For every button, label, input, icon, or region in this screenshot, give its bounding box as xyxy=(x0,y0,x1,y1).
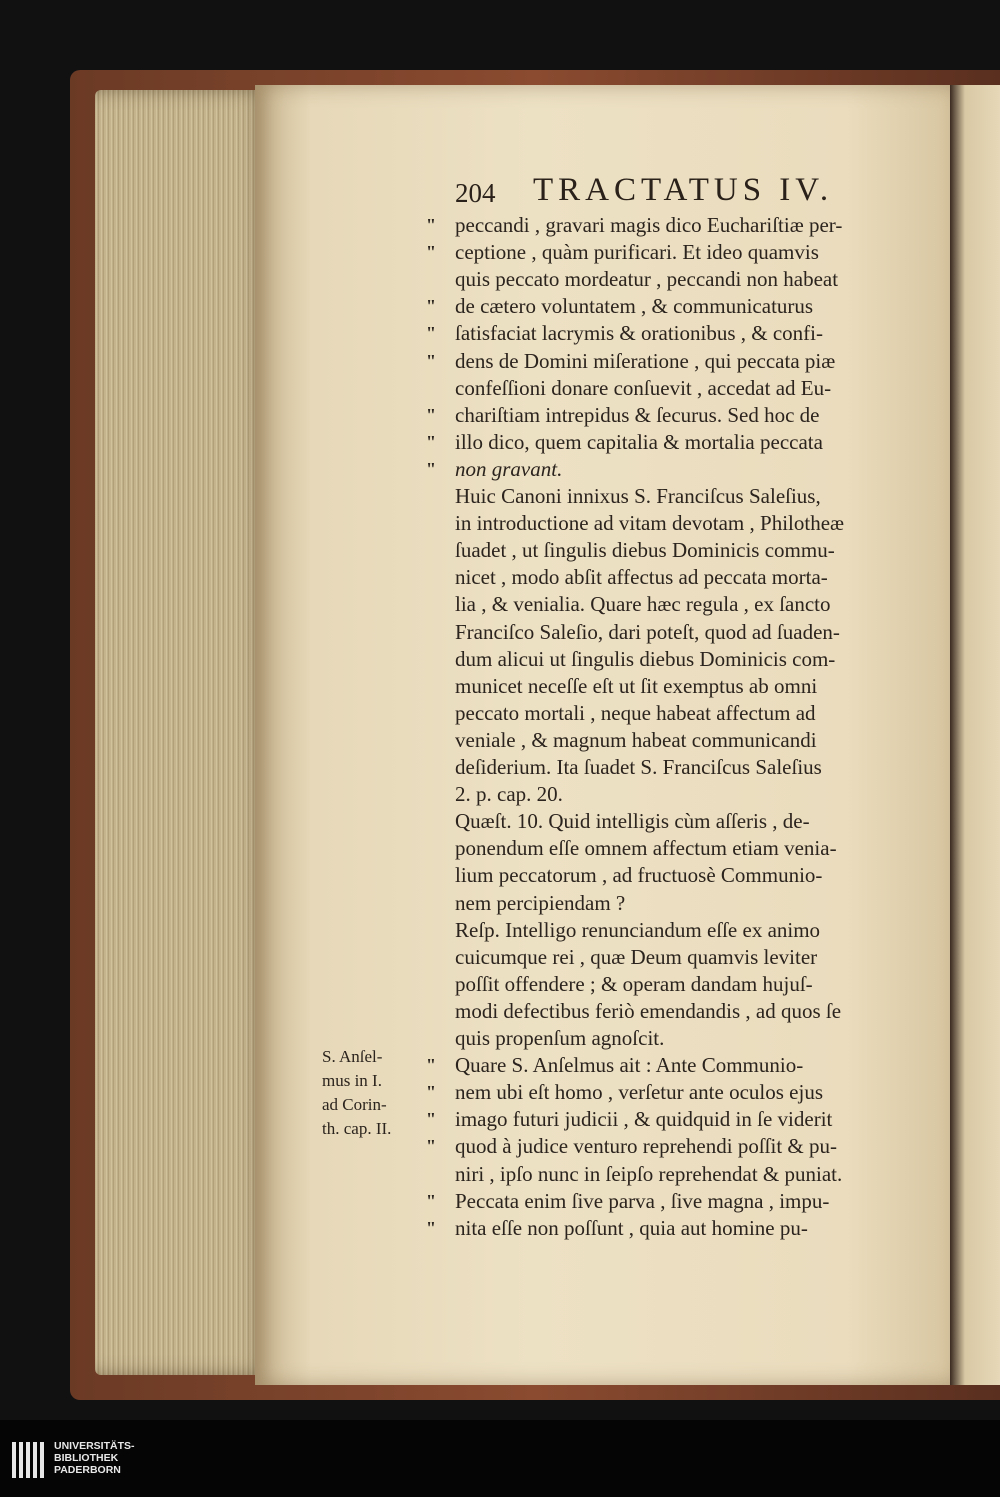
quotation-mark: " xyxy=(426,1055,436,1075)
text-line: chariſtiam intrepidus & ſecurus. Sed hoc de xyxy=(455,403,820,427)
quotation-mark: " xyxy=(426,1191,436,1211)
text-line: lium peccatorum , ad fructuosè Communio- xyxy=(455,863,823,887)
text-line: non gravant. xyxy=(455,457,563,481)
quotation-mark: " xyxy=(426,1082,436,1102)
quotation-mark: " xyxy=(426,432,436,452)
library-line-3: PADERBORN xyxy=(54,1464,121,1476)
text-line: poſſit offendere ; & operam dandam hujuſ- xyxy=(455,972,813,996)
library-line-2: BIBLIOTHEK xyxy=(54,1452,119,1464)
text-line: dum alicui ut ſingulis diebus Dominicis com- xyxy=(455,647,836,671)
footer-bar xyxy=(0,1420,1000,1497)
library-line-1: UNIVERSITÄTS- xyxy=(54,1440,135,1452)
text-line: ſatisfaciat lacrymis & orationibus , & confi- xyxy=(455,321,823,345)
facing-page-edge xyxy=(950,85,1000,1385)
text-line: nicet , modo abſit affectus ad peccata morta- xyxy=(455,565,828,589)
text-line: veniale , & magnum habeat communicandi xyxy=(455,728,817,752)
text-line: lia , & venialia. Quare hæc regula , ex ſancto xyxy=(455,592,831,616)
text-line: illo dico, quem capitalia & mortalia peccata xyxy=(455,430,823,454)
quotation-mark: " xyxy=(426,1218,436,1238)
text-line: nem percipiendam ? xyxy=(455,891,626,915)
running-title: TRACTATUS IV. xyxy=(533,172,834,208)
text-line: quod à judice venturo reprehendi poſſit & pu- xyxy=(455,1134,837,1158)
margin-note-line: th. cap. II. xyxy=(322,1119,392,1138)
quotation-mark: " xyxy=(426,1109,436,1129)
text-line: modi defectibus feriò emendandis , ad quos ſe xyxy=(455,999,842,1023)
text-line: cuicumque rei , quæ Deum quamvis leviter xyxy=(455,945,818,969)
library-logo-icon xyxy=(10,1440,52,1480)
text-line: nem ubi eſt homo , verſetur ante oculos ejus xyxy=(455,1080,823,1104)
text-line: ponendum eſſe omnem affectum etiam venia- xyxy=(455,836,837,860)
quotation-mark: " xyxy=(426,459,436,479)
text-line: dens de Domini miſeratione , qui peccata piæ xyxy=(455,349,836,373)
text-line: ceptione , quàm purificari. Et ideo quamvis xyxy=(455,240,819,264)
quotation-mark: " xyxy=(426,296,436,316)
quotation-mark: " xyxy=(426,215,436,235)
margin-note-line: ad Corin- xyxy=(322,1095,387,1114)
text-line: quis peccato mordeatur , peccandi non habeat xyxy=(455,267,839,291)
text-line: 2. p. cap. 20. xyxy=(455,782,563,806)
text-line: ſuadet , ut ſingulis diebus Dominicis commu- xyxy=(455,538,835,562)
page-number: 204 xyxy=(455,178,496,208)
text-line: Reſp. Intelligo renunciandum eſſe ex animo xyxy=(455,918,821,942)
quotation-mark: " xyxy=(426,1136,436,1156)
text-line: Quæſt. 10. Quid intelligis cùm aſſeris , de- xyxy=(455,809,810,833)
text-line: imago futuri judicii , & quidquid in ſe viderit xyxy=(455,1107,833,1131)
text-line: deſiderium. Ita ſuadet S. Franciſcus Saleſius xyxy=(455,755,822,779)
text-line: Franciſco Saleſio, dari poteſt, quod ad ſuaden- xyxy=(455,620,840,644)
page-edges xyxy=(95,90,270,1375)
text-line: municet neceſſe eſt ut ſit exemptus ab omni xyxy=(455,674,818,698)
text-line: quis propenſum agnoſcit. xyxy=(455,1026,665,1050)
margin-note-line: mus in I. xyxy=(322,1071,382,1090)
text-line: Huic Canoni innixus S. Franciſcus Saleſius, xyxy=(455,484,821,508)
text-line: nita eſſe non poſſunt , quia aut homine pu- xyxy=(455,1216,808,1240)
text-line: de cætero voluntatem , & communicaturus xyxy=(455,294,814,318)
text-line: in introductione ad vitam devotam , Philotheæ xyxy=(455,511,845,535)
quotation-mark: " xyxy=(426,242,436,262)
text-line: Peccata enim ſive parva , ſive magna , impu- xyxy=(455,1189,830,1213)
text-line: peccato mortali , neque habeat affectum ad xyxy=(455,701,816,725)
quotation-mark: " xyxy=(426,351,436,371)
text-line: peccandi , gravari magis dico Euchariſtiæ per- xyxy=(455,213,843,237)
text-line: niri , ipſo nunc in ſeipſo reprehendat & puniat. xyxy=(455,1162,843,1186)
quotation-mark: " xyxy=(426,405,436,425)
text-line: confeſſioni donare conſuevit , accedat ad Eu- xyxy=(455,376,832,400)
text-line: Quare S. Anſelmus ait : Ante Communio- xyxy=(455,1053,804,1077)
library-name xyxy=(54,1440,135,1476)
quotation-mark: " xyxy=(426,323,436,343)
page-header xyxy=(455,172,915,212)
margin-note-line: S. Anſel- xyxy=(322,1047,383,1066)
